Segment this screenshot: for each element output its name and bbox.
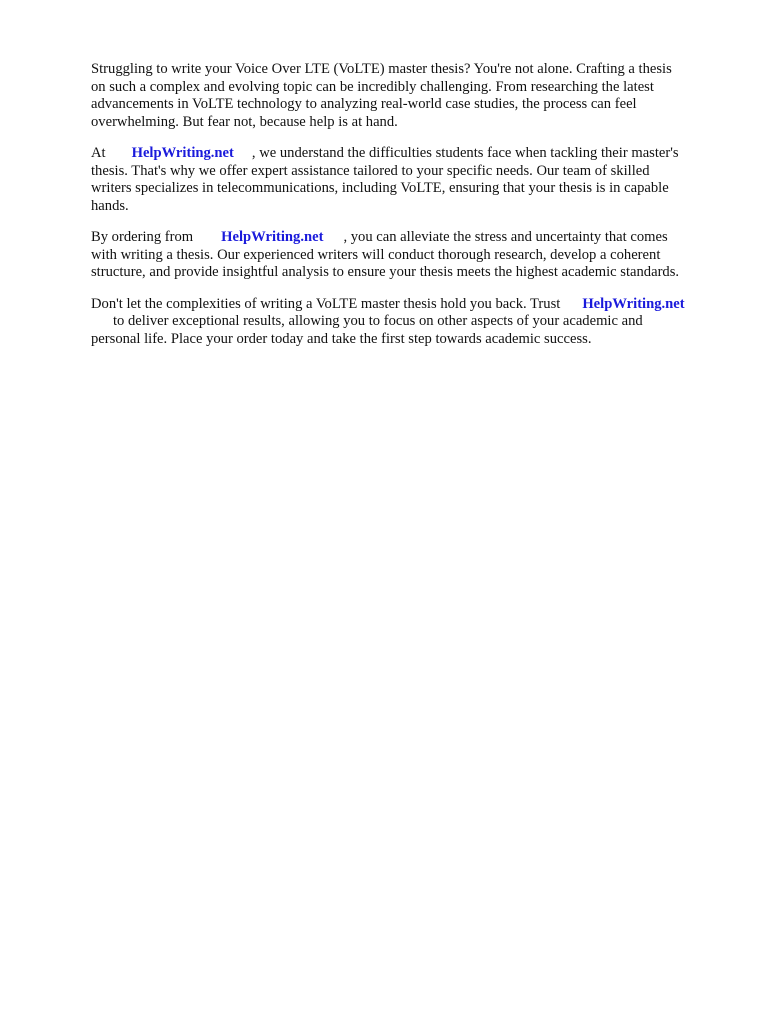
paragraph-ordering-lead: By ordering from xyxy=(91,229,194,245)
helpwriting-link[interactable]: HelpWriting.net xyxy=(131,145,234,161)
paragraph-ordering xyxy=(91,229,731,282)
paragraph-about xyxy=(91,145,731,215)
paragraph-closing-rest: to deliver exceptional results, allowing you to focus on other aspects of your academic and personal life. Place your order today and take the first step towards academic success. xyxy=(91,313,643,347)
document-body xyxy=(91,61,731,362)
paragraph-closing-lead: Don't let the complexities of writing a VoLTE master thesis hold you back. Trust xyxy=(91,295,561,312)
paragraph-about-lead: At xyxy=(91,145,106,161)
paragraph-ordering-rest: , you can alleviate the stress and uncertainty that comes with writing a thesis. Our experienced writers will conduct thorough research, develop a coherent structure, and provide insightful analysis to ensure your thesis meets the highest academic standards. xyxy=(91,229,680,280)
paragraph-intro: Struggling to write your Voice Over LTE (VoLTE) master thesis? You're not alone. Crafting a thesis on such a complex and evolving topic can be incredibly challenging. From researching the latest advancements in VoLTE technology to analyzing real-world case studies, the process can feel overwhelming. But fear not, because help is at hand. xyxy=(91,61,672,130)
paragraph-about-rest: , we understand the difficulties students face when tackling their master's thesis. That's why we offer expert assistance tailored to your specific needs. Our team of skilled writers specializes in telecommunications, including VoLTE, ensuring that your thesis is in capable hands. xyxy=(91,145,679,214)
paragraph-closing xyxy=(91,296,731,349)
helpwriting-link[interactable]: HelpWriting.net xyxy=(221,229,324,245)
helpwriting-link[interactable]: HelpWriting.net xyxy=(582,295,685,312)
